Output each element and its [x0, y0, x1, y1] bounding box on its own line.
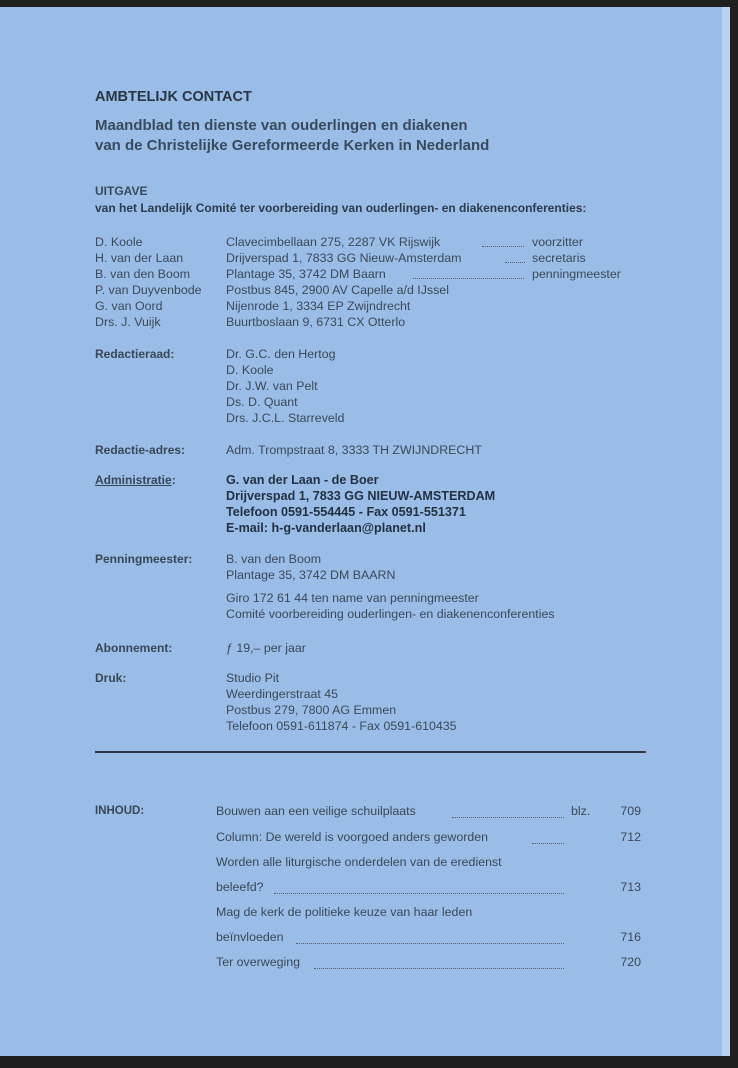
member-name: H. van der Laan [95, 251, 184, 265]
leader-dots [482, 245, 524, 247]
magazine-subtitle [95, 116, 489, 156]
member-name: D. Koole [95, 235, 143, 249]
toc-page: 720 [620, 955, 641, 969]
scan-border-top [0, 0, 738, 7]
member-name: G. van Oord [95, 299, 163, 313]
member: Drs. J.C.L. Starreveld [226, 411, 345, 425]
toc-title: beleefd? [216, 880, 264, 894]
toc-entry [216, 930, 284, 944]
member-function: penningmeester [532, 267, 621, 281]
administratie-label [95, 473, 176, 487]
pm-line: Plantage 35, 3742 DM BAARN [226, 568, 396, 582]
member-name: Drs. J. Vuijk [95, 315, 161, 329]
inhoud-label: INHOUD: [95, 805, 145, 817]
toc-title: Ter overweging [216, 955, 301, 969]
abonnement-value: ƒ 19,– per jaar [226, 641, 306, 655]
giro-line: Comité voorbereiding ouderlingen- en diakenenconferenties [226, 607, 555, 621]
toc-title: Bouwen aan een veilige schuilplaats [216, 804, 416, 818]
leader-dots [532, 842, 564, 844]
leader-dots [296, 942, 564, 944]
penningmeester-giro [226, 590, 555, 622]
page-edge [722, 7, 730, 1056]
member-address: Plantage 35, 3742 DM Baarn [226, 267, 386, 281]
toc-title: Column: De wereld is voorgoed anders geworden [216, 830, 489, 844]
toc-entry-line1: Mag de kerk de politieke keuze van haar leden [216, 905, 473, 919]
druk-line: Weerdingerstraat 45 [226, 687, 339, 701]
pm-line: B. van den Boom [226, 552, 322, 566]
leader-dots [314, 967, 564, 969]
druk-label: Druk: [95, 671, 127, 685]
toc-entry [216, 804, 591, 818]
uitgave-text: van het Landelijk Comité ter voorbereiding van ouderlingen- en diakenenconferenties: [95, 201, 587, 215]
member-function: secretaris [532, 251, 586, 265]
leader-dots [274, 892, 564, 894]
administratie-colon: : [171, 473, 176, 487]
toc-page: 709 [620, 804, 641, 818]
redactie-adres-value: Adm. Trompstraat 8, 3333 TH ZWIJNDRECHT [226, 443, 482, 457]
member: Dr. G.C. den Hertog [226, 347, 336, 361]
toc-title: beïnvloeden [216, 930, 284, 944]
administratie-label-text: Administratie [95, 473, 172, 487]
toc-entry-line1: Worden alle liturgische onderdelen van de eredienst [216, 855, 502, 869]
druk-line: Studio Pit [226, 671, 280, 685]
toc-entry [216, 880, 264, 894]
subtitle-line-2: van de Christelijke Gereformeerde Kerken in Nederland [95, 137, 490, 154]
toc-page: 713 [620, 880, 641, 894]
abonnement-label: Abonnement: [95, 641, 173, 655]
toc-page: 716 [620, 930, 641, 944]
member: Dr. J.W. van Pelt [226, 379, 318, 393]
scan-border-bottom [0, 1056, 738, 1068]
member-address: Drijverspad 1, 7833 GG Nieuw-Amsterdam [226, 251, 462, 265]
admin-line: G. van der Laan - de Boer [226, 473, 379, 487]
member-name: P. van Duyvenbode [95, 283, 202, 297]
magazine-title: AMBTELIJK CONTACT [95, 89, 252, 105]
toc-entry [216, 955, 300, 969]
druk-details [226, 670, 457, 734]
section-divider [95, 751, 646, 753]
member-address: Clavecimbellaan 275, 2287 VK Rijswijk [226, 235, 441, 249]
admin-line: Drijverspad 1, 7833 GG NIEUW-AMSTERDAM [226, 489, 496, 503]
admin-line: E-mail: h-g-vanderlaan@planet.nl [226, 521, 426, 535]
penningmeester-label: Penningmeester: [95, 552, 193, 566]
administratie-details [226, 472, 495, 536]
leader-dots [505, 261, 525, 263]
member: Ds. D. Quant [226, 395, 298, 409]
druk-line: Postbus 279, 7800 AG Emmen [226, 703, 397, 717]
leader-dots [452, 816, 564, 818]
redactieraad-label: Redactieraad: [95, 347, 175, 361]
blz-label: blz. [571, 804, 591, 818]
redactie-adres-label: Redactie-adres: [95, 443, 186, 457]
giro-line: Giro 172 61 44 ten name van penningmeester [226, 591, 479, 605]
member-address: Postbus 845, 2900 AV Capelle a/d IJssel [226, 283, 449, 297]
admin-line: Telefoon 0591-554445 - Fax 0591-551371 [226, 505, 466, 519]
member-name: B. van den Boom [95, 267, 191, 281]
member-address: Buurtboslaan 9, 6731 CX Otterlo [226, 315, 406, 329]
member-address: Nijenrode 1, 3334 EP Zwijndrecht [226, 299, 411, 313]
toc-page: 712 [620, 830, 641, 844]
member: D. Koole [226, 363, 274, 377]
druk-line: Telefoon 0591-611874 - Fax 0591-610435 [226, 719, 457, 733]
penningmeester-address [226, 551, 395, 583]
member-function: voorzitter [532, 235, 583, 249]
leader-dots [413, 277, 524, 279]
uitgave-label: UITGAVE [95, 184, 148, 198]
redactieraad-members [226, 346, 344, 426]
scan-border-right [730, 0, 738, 1068]
toc-entry [216, 830, 488, 844]
subtitle-line-1: Maandblad ten dienste van ouderlingen en diakenen [95, 117, 468, 134]
